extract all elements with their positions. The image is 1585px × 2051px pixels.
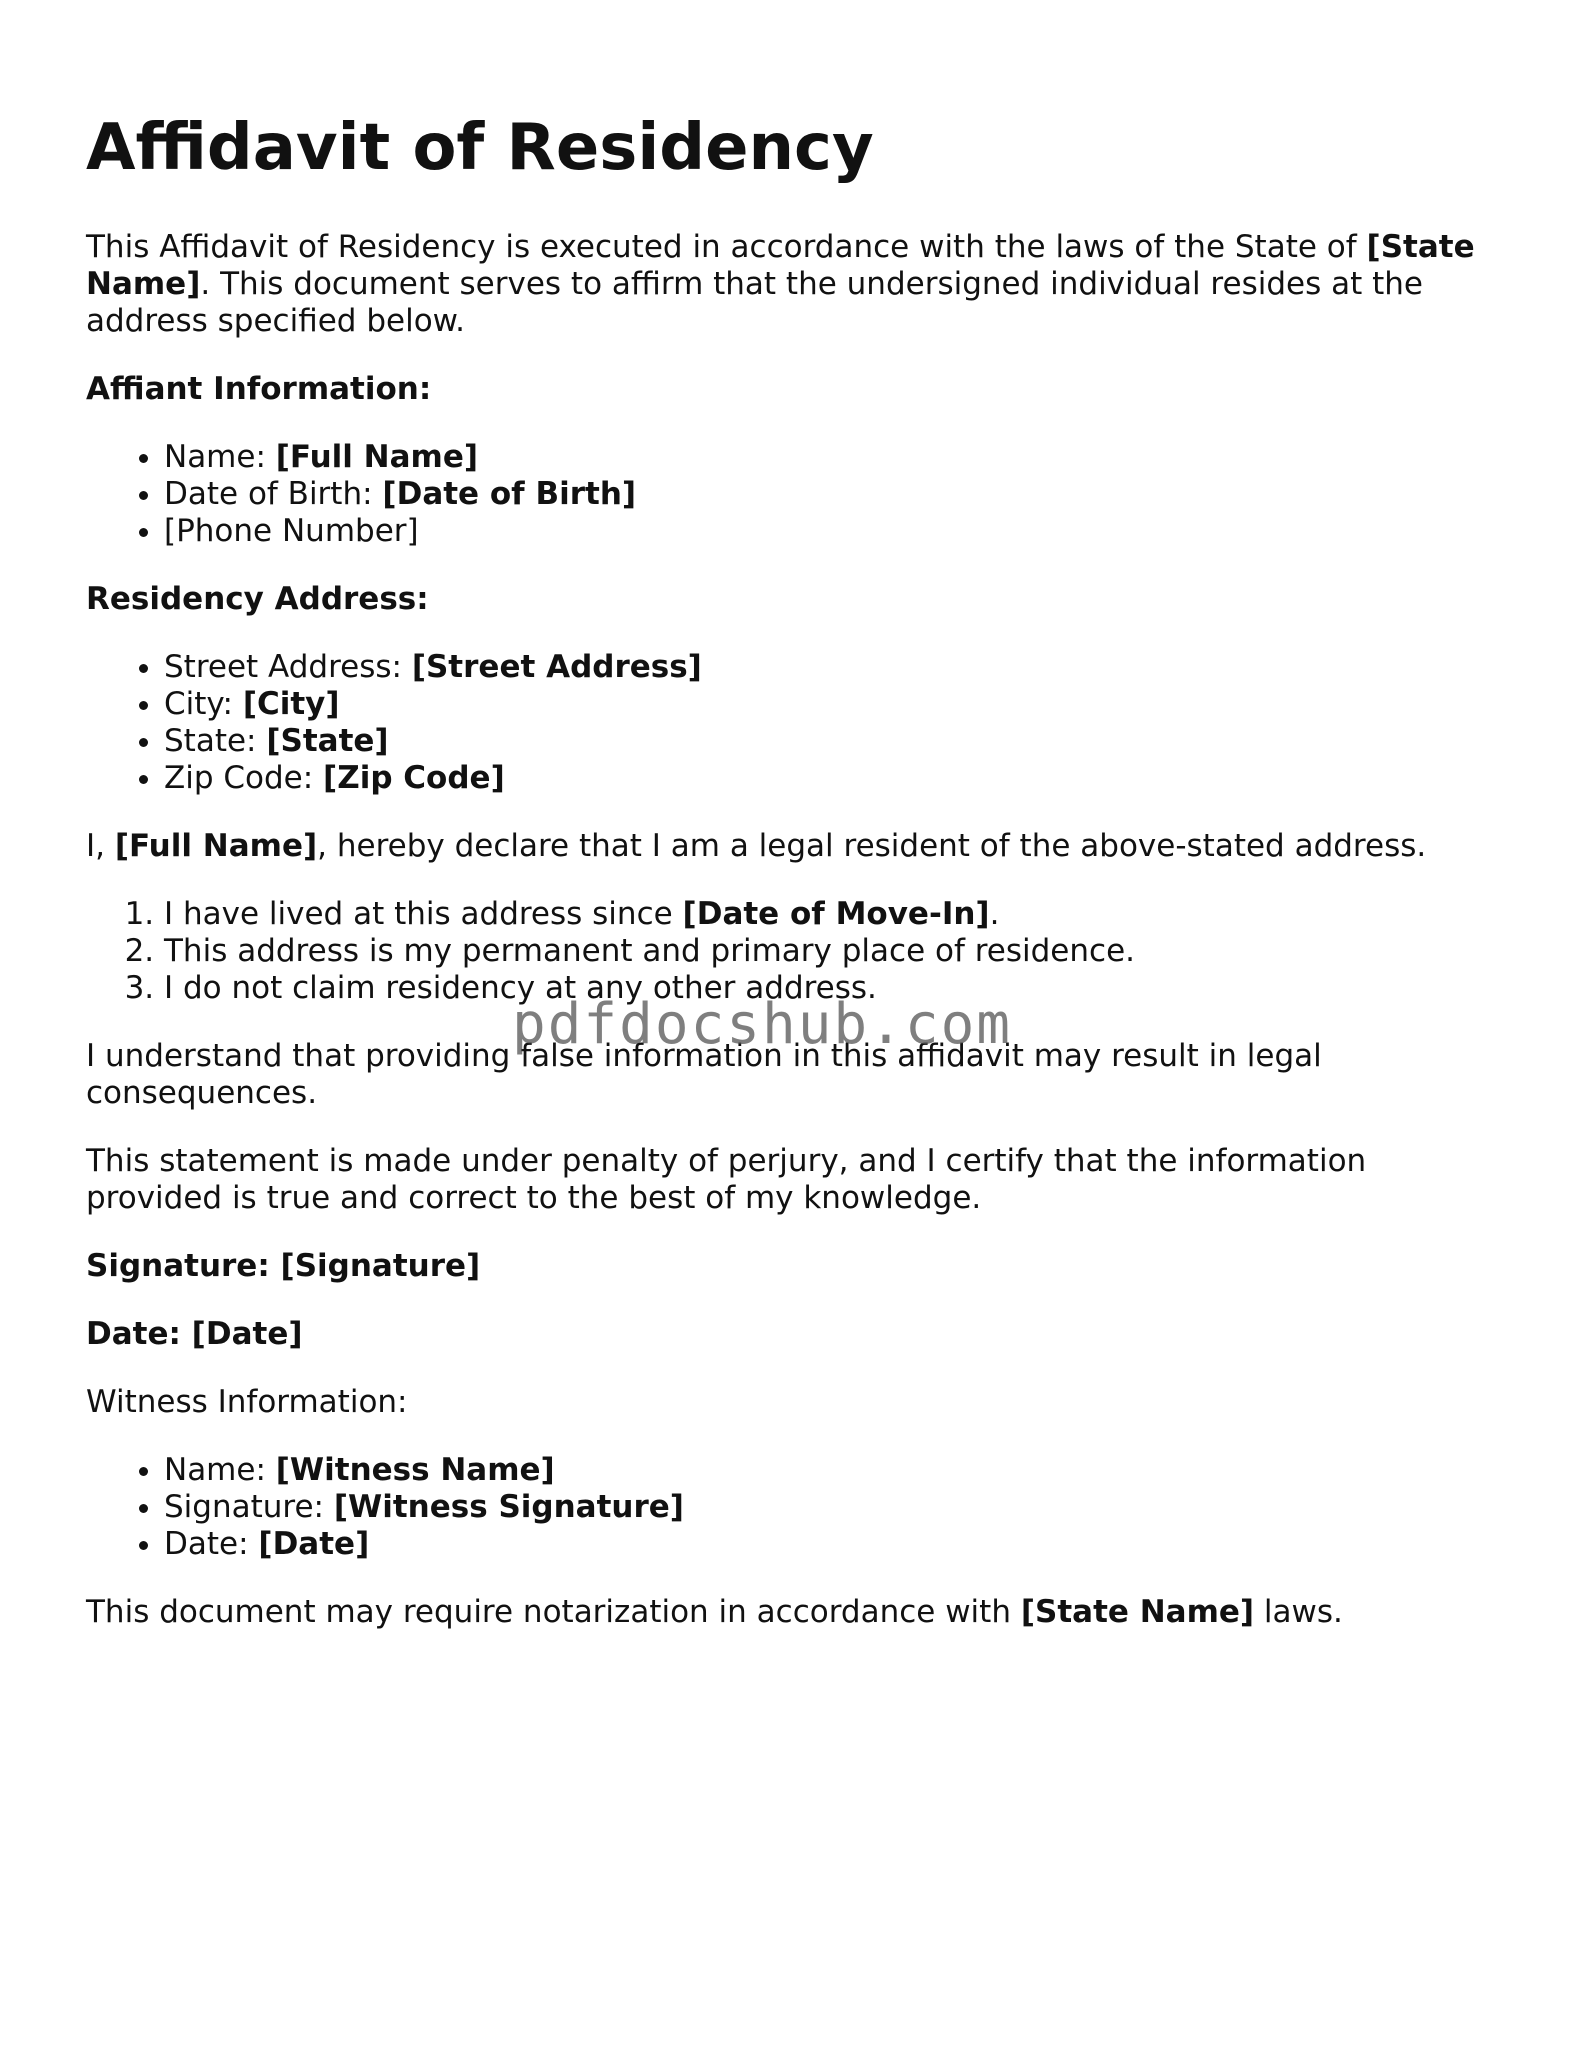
intro-text-2: . This document serves to affirm that the undersigned individual resides at the address specified below. [86,265,1423,339]
list-item: • Zip Code: [Zip Code] [164,760,1506,797]
list-item: 1. I have lived at this address since [Date of Move-In]. [164,896,1506,933]
date-line: Date: [Date] [86,1315,303,1352]
document-page [86,0,1506,1662]
list-item: 3. I do not claim residency at any other address. [164,970,1506,1007]
list-item: • Date: [Date] [164,1526,1506,1563]
signature-line: Signature: [Signature] [86,1247,481,1284]
statements-list [86,896,1506,1007]
witness-list [86,1452,1506,1563]
consequences-paragraph: I understand that providing false information in this affidavit may result in legal consequences. [86,1037,1322,1111]
declaration-paragraph: I, [Full Name], hereby declare that I am a legal resident of the above-stated address. [86,827,1427,864]
perjury-paragraph: This statement is made under penalty of perjury, and I certify that the information provided is true and correct to the best of my knowledge. [86,1142,1367,1216]
notarization-paragraph: This document may require notarization in accordance with [State Name] laws. [86,1593,1343,1630]
list-item: • Street Address: [Street Address] [164,649,1506,686]
list-item: • Date of Birth: [Date of Birth] [164,476,1506,513]
address-list [86,649,1506,797]
list-item: • Signature: [Witness Signature] [164,1489,1506,1526]
address-heading: Residency Address: [86,580,429,617]
list-item: • [Phone Number] [164,513,1506,550]
witness-heading: Witness Information: [86,1383,408,1420]
watermark: pdfdocshub.com [512,992,1013,1057]
affiant-list [86,439,1506,550]
intro-state-name: [State Name] [86,228,1475,302]
affiant-heading: Affiant Information: [86,370,432,407]
intro-text-1: This Affidavit of Residency is executed in accordance with the laws of the State of [86,228,1367,265]
list-item: 2. This address is my permanent and primary place of residence. [164,933,1506,970]
list-item: • Name: [Witness Name] [164,1452,1506,1489]
list-item: • City: [City] [164,686,1506,723]
list-item: • State: [State] [164,723,1506,760]
document-title: Affidavit of Residency [86,111,874,185]
list-item: • Name: [Full Name] [164,439,1506,476]
intro-paragraph [86,229,1506,340]
